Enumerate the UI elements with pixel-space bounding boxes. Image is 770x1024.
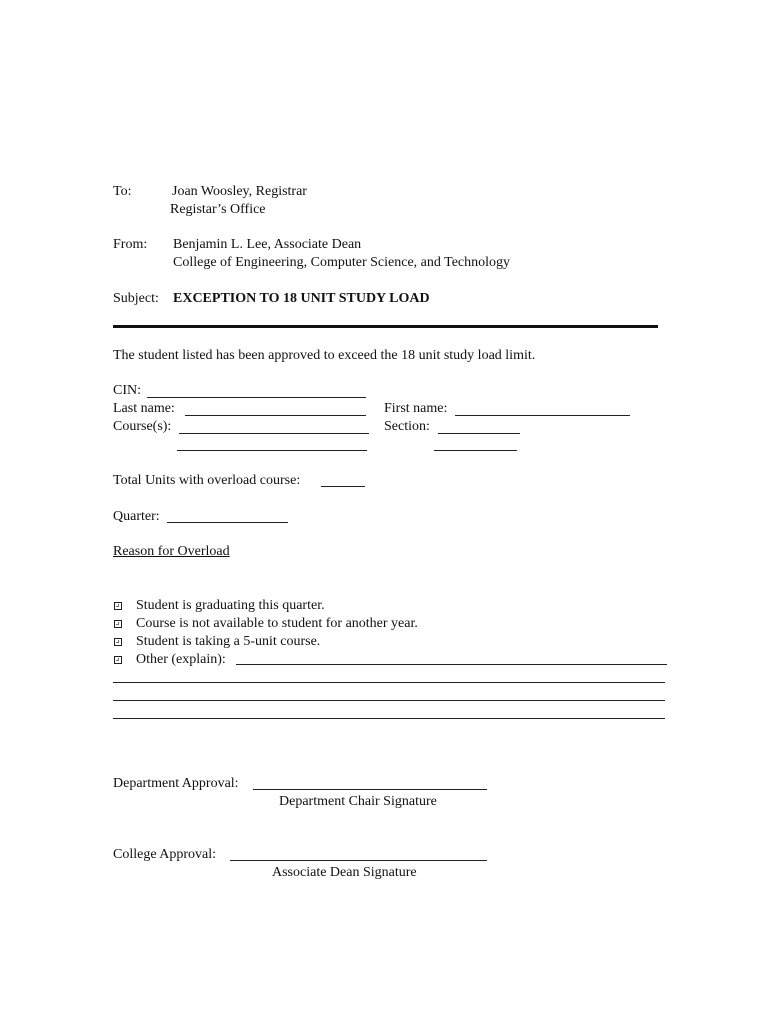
- department-approval-label: Department Approval:: [113, 776, 239, 791]
- courses-field-2[interactable]: [177, 450, 367, 451]
- to-name: Joan Woosley, Registrar: [172, 184, 307, 199]
- total-units-label: Total Units with overload course:: [113, 473, 301, 488]
- reason-item-graduating: Student is graduating this quarter.: [136, 598, 325, 613]
- courses-field[interactable]: [179, 433, 369, 434]
- department-signature-field[interactable]: [253, 789, 487, 790]
- college-signature-field[interactable]: [230, 860, 487, 861]
- subject-label: Subject:: [113, 291, 159, 306]
- reason-item-5-unit: Student is taking a 5-unit course.: [136, 634, 321, 649]
- reason-heading: Reason for Overload: [113, 544, 230, 559]
- last-name-label: Last name:: [113, 401, 175, 416]
- section-label: Section:: [384, 419, 430, 434]
- quarter-label: Quarter:: [113, 509, 160, 524]
- explain-line-2[interactable]: [113, 700, 665, 701]
- checkbox-icon[interactable]: [114, 638, 122, 646]
- first-name-label: First name:: [384, 401, 448, 416]
- department-signature-caption: Department Chair Signature: [279, 794, 437, 809]
- reason-item-not-available: Course is not available to student for another year.: [136, 616, 418, 631]
- cin-label: CIN:: [113, 383, 141, 398]
- checkbox-icon[interactable]: [114, 620, 122, 628]
- intro-text: The student listed has been approved to exceed the 18 unit study load limit.: [113, 348, 536, 363]
- from-name: Benjamin L. Lee, Associate Dean: [173, 237, 362, 252]
- subject-text: EXCEPTION TO 18 UNIT STUDY LOAD: [173, 291, 430, 306]
- section-field[interactable]: [438, 433, 520, 434]
- quarter-field[interactable]: [167, 522, 288, 523]
- cin-field[interactable]: [147, 397, 366, 398]
- courses-label: Course(s):: [113, 419, 172, 434]
- explain-line-1[interactable]: [113, 682, 665, 683]
- total-units-field[interactable]: [321, 486, 365, 487]
- reason-item-other: Other (explain):: [136, 652, 226, 667]
- header-divider: [113, 325, 658, 328]
- checkbox-icon[interactable]: [114, 656, 122, 664]
- college-approval-label: College Approval:: [113, 847, 217, 862]
- section-field-2[interactable]: [434, 450, 517, 451]
- last-name-field[interactable]: [185, 415, 366, 416]
- other-explain-field[interactable]: [236, 664, 667, 665]
- from-college: College of Engineering, Computer Science, and Technology: [173, 255, 511, 270]
- checkbox-icon[interactable]: [114, 602, 122, 610]
- college-signature-caption: Associate Dean Signature: [272, 865, 417, 880]
- explain-line-3[interactable]: [113, 718, 665, 719]
- from-label: From:: [113, 237, 148, 252]
- first-name-field[interactable]: [455, 415, 630, 416]
- to-label: To:: [113, 184, 132, 199]
- to-office: Registar’s Office: [170, 202, 266, 217]
